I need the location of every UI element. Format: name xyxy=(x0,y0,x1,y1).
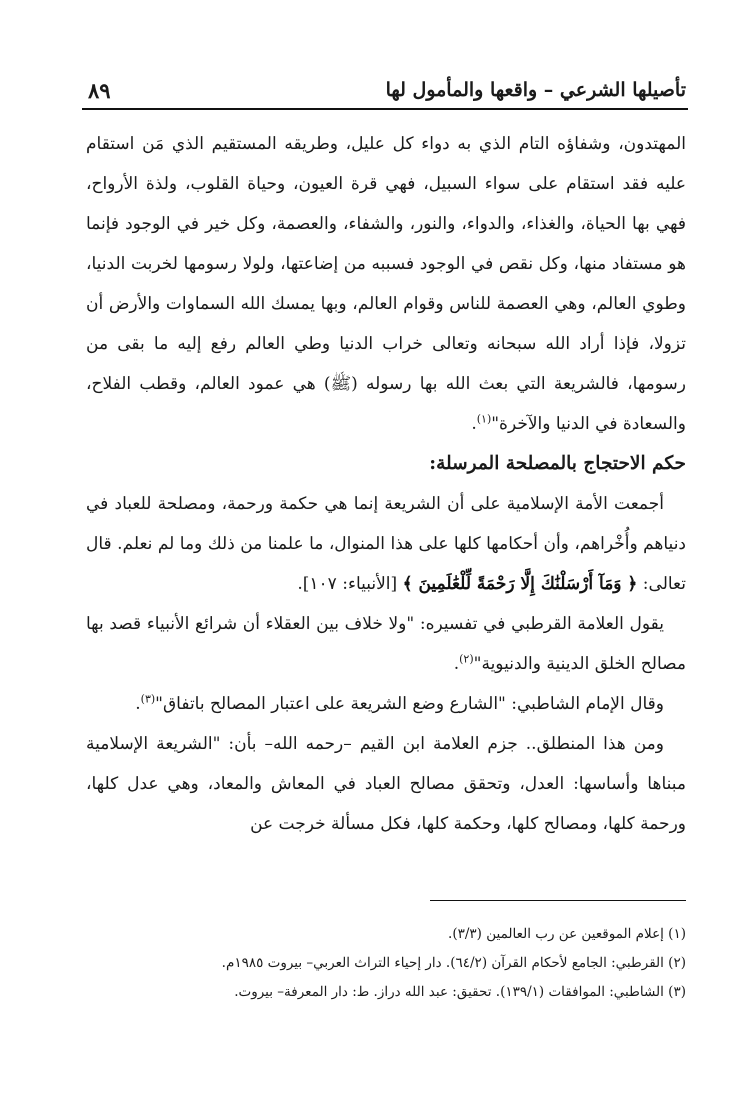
paragraph-5: ومن هذا المنطلق.. جزم العلامة ابن القيم –رحمه الله– بأن: "الشريعة الإسلامية مبناها وأساسها: العدل، وتحقق مصالح العباد في المعاش والمعاد، وهي عدل كلها، ورحمة كلها، ومصالح كلها، وحكمة كلها، فكل مسألة خرجت عن xyxy=(86,734,686,834)
footnote-2: (٢) القرطبي: الجامع لأحكام القرآن (٦٤/٢). دار إحياء التراث العربي– بيروت ١٩٨٥م. xyxy=(221,955,686,971)
paragraph-2: أجمعت الأمة الإسلامية على أن الشريعة إنما هي حكمة ورحمة، ومصلحة للعباد في دنياهم وأُخْراهم، وأن أحكامها كلها على هذا المنوال، ما علمنا من ذلك وما لم نعلم. قال تعالى: ﴿ وَمَآ أَرْسَلْنَٰكَ إِلَّا رَحْمَةً لِّلْعَٰلَمِينَ ﴾ [الأنبياء: ١٠٧]. xyxy=(86,494,686,594)
footnote-ref-2: (٢) xyxy=(459,652,474,666)
running-header xyxy=(88,72,686,108)
footnote-separator xyxy=(430,900,686,901)
footnote-3: (٣) الشاطبي: الموافقات (١٣٩/١). تحقيق: عبد الله دراز. ط: دار المعرفة– بيروت. xyxy=(234,984,686,1000)
quran-reference: [الأنبياء: ١٠٧]. xyxy=(297,574,398,594)
paragraph-3: يقول العلامة القرطبي في تفسيره: "ولا خلاف بين العقلاء أن شرائع الأنبياء قصد بها مصالح الخلق الدينية والدنيوية"$^{(٢)}$. xyxy=(86,614,686,674)
body-text xyxy=(86,124,686,844)
footnote-ref-3: (٣) xyxy=(140,692,156,706)
footnotes xyxy=(86,920,686,1007)
page-number: ٨٩ xyxy=(88,77,111,103)
running-title: تأصيلها الشرعي – واقعها والمأمول لها xyxy=(385,79,686,101)
quran-verse: ﴿ وَمَآ أَرْسَلْنَٰكَ إِلَّا رَحْمَةً لِّلْعَٰلَمِينَ ﴾ xyxy=(402,574,638,594)
header-rule xyxy=(82,108,688,110)
paragraph-4: وقال الإمام الشاطبي: "الشارع وضع الشريعة على اعتبار المصالح باتفاق"$^{(٣)}$. xyxy=(135,692,664,714)
footnote-ref-1: (١) xyxy=(476,412,492,426)
section-heading: حكم الاحتجاج بالمصلحة المرسلة: xyxy=(429,453,686,474)
paragraph-1: المهتدون، وشفاؤه التام الذي به دواء كل عليل، وطريقه المستقيم الذي مَن استقام عليه فقد استقام على سواء السبيل، فهي قرة العيون، وحياة القلوب، ولذة الأرواح، فهي بها الحياة، والغذاء، والدواء، والنور، والشفاء، والعصمة، وكل خير في الوجود فإنما هو مستفاد منها، وكل نقص في الوجود فسببه من إضاعتها، ولولا رسومها لخربت الدنيا، وطوي العالم، وهي العصمة للناس وقوام العالم، وبها يمسك الله السماوات والأرض أن تزولا، فإذا أراد الله سبحانه وتعالى خراب الدنيا وطي العالم رفع إليه ما بقى من رسومها، فالشريعة التي بعث الله بها رسوله (ﷺ) هي عمود العالم، وقطب الفلاح، والسعادة في الدنيا والآخرة"$^{(١)}$. xyxy=(86,134,686,434)
footnote-1: (١) إعلام الموقعين عن رب العالمين (٣/٣). xyxy=(448,926,686,942)
